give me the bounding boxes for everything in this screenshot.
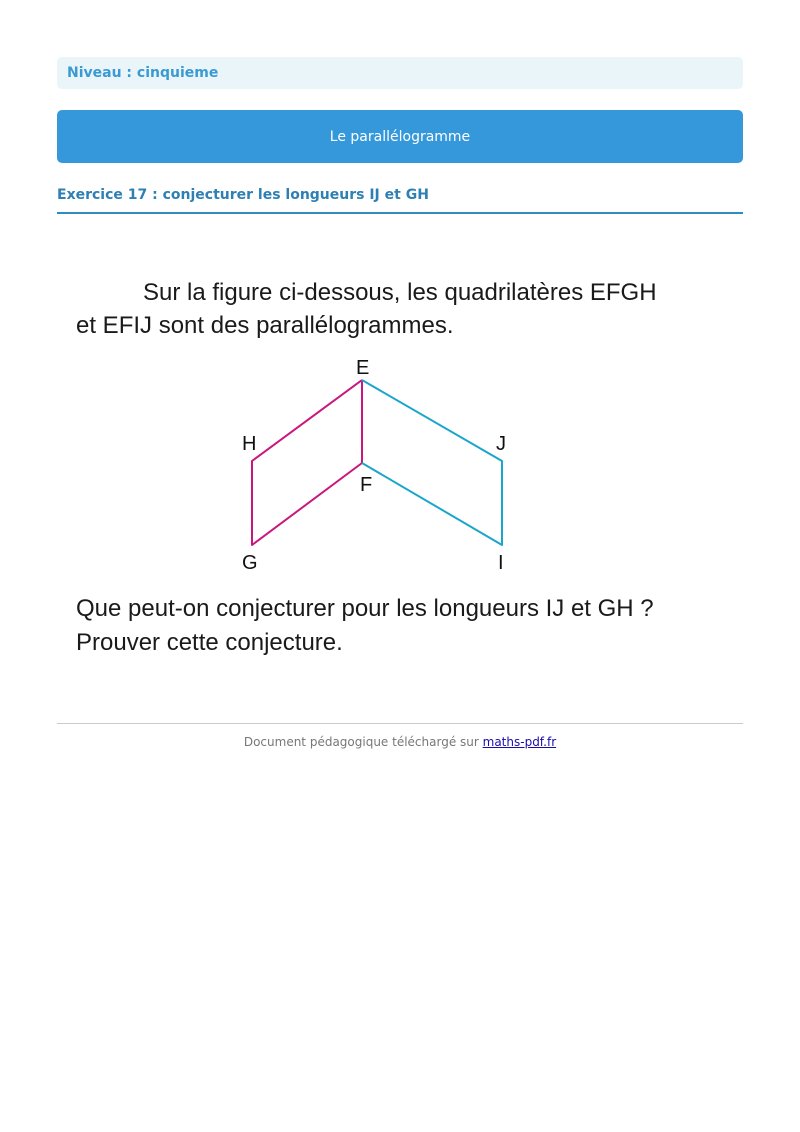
efgh-outline [252,380,362,545]
exercise-question [76,592,736,660]
footer-link[interactable]: maths-pdf.fr [482,735,557,749]
chapter-title: Le parallélogramme [329,128,471,145]
level-banner [57,57,743,89]
point-label-i: I [498,552,504,574]
question-line-2: Prouver cette conjecture. [76,629,343,656]
point-label-j: J [496,433,506,455]
statement-line-1: Sur la figure ci-dessous, les quadrilatères EFGH [143,279,657,306]
chapter-title-bar [57,110,743,163]
exercise-title: Exercice 17 : conjecturer les longueurs IJ et GH [57,184,743,214]
footer-divider [57,723,743,724]
exercise-statement [76,276,716,342]
point-label-f: F [360,474,373,496]
footer [57,735,743,749]
parallelograms-figure [230,350,530,580]
parallelogram-efgh [252,380,362,545]
level-label: Niveau : cinquieme [67,65,219,81]
point-label-g: G [242,552,258,574]
point-label-h: H [242,433,257,455]
parallelogram-efij [362,380,502,545]
footer-text: Document pédagogique téléchargé sur [243,735,483,749]
statement-line-2: et EFIJ sont des parallélogrammes. [76,312,454,339]
efij-outline [362,380,502,545]
question-line-1: Que peut-on conjecturer pour les longueurs IJ et GH ? [76,595,654,622]
point-label-e: E [356,357,370,379]
